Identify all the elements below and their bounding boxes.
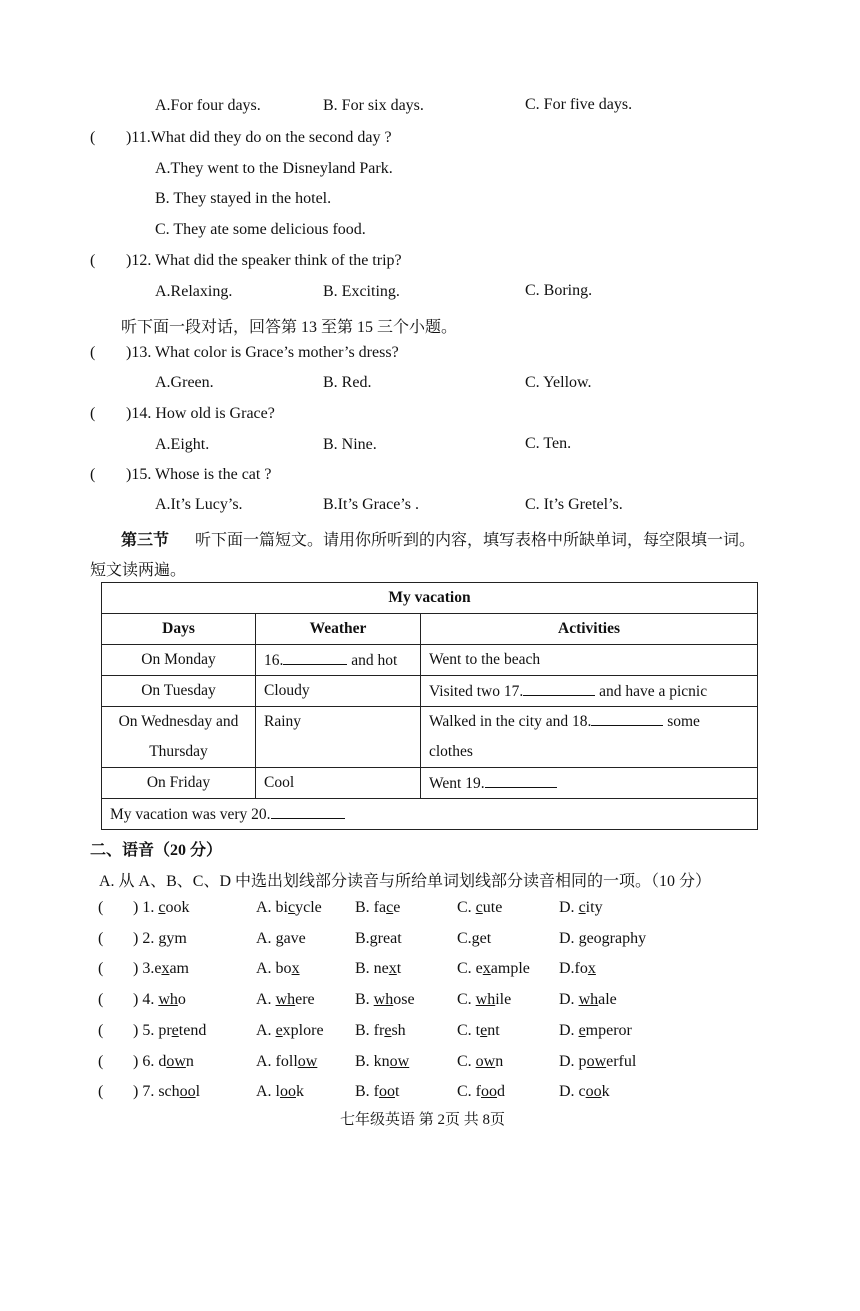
q15-stem: )15. Whose is the cat ? [126,466,272,483]
word-part: d [158,1053,167,1070]
word-part: e [393,899,401,916]
q12-option-b: B. Exciting. [323,283,400,300]
option-d [559,1083,610,1101]
section3-instruction: 听下面一篇短文。请用你所听到的内容，填写表格中所缺单词，每空限填一词。 [195,532,756,549]
q13-option-b: B. Red. [323,374,372,391]
underlined-letters: c [578,899,586,916]
header-weather: Weather [256,614,421,645]
underlined-letters: e [578,1022,586,1039]
option-a [256,1053,317,1071]
option-d [559,1022,632,1040]
q14-option-c: C. Ten. [525,435,572,452]
q15-option-c: C. It’s Gretel’s. [525,496,623,513]
underlined-letters: wh [275,991,296,1008]
underlined-letters: oo [179,1083,196,1100]
word-part: ym [166,930,187,947]
word-part: d [497,1083,505,1100]
activity-cell [421,768,758,799]
day-cell: On Friday [102,768,256,799]
blank-17[interactable] [523,681,595,696]
word-part: C. [457,899,476,916]
underlined-letters: oo [481,1083,497,1100]
word-part: ere [295,991,315,1008]
option-a [256,991,315,1009]
word-part: eography [586,930,647,947]
word-part: n [185,1053,194,1070]
question-number: ) 1. [133,899,159,916]
option-d [559,960,596,978]
option-c [457,899,502,917]
target-word [133,1053,194,1071]
activity-cell: Went to the beach [421,645,758,676]
vacation-table [101,582,758,830]
word-part: D. [559,991,579,1008]
q12-option-a: A.Relaxing. [155,283,233,300]
word-part: A. [256,930,276,947]
word-part: B. [355,991,374,1008]
target-word [133,991,186,1009]
activity-line2: clothes [429,743,473,760]
word-part: D. [559,899,579,916]
table-row [102,768,758,799]
header-activities: Activities [421,614,758,645]
word-part: C. t [457,1022,481,1039]
underlined-letters: e [384,1022,392,1039]
weather-cell [256,645,421,676]
underlined-letters: ow [389,1053,410,1070]
q13-stem: )13. What color is Grace’s mother’s dress? [126,344,399,361]
word-part: A. [256,1022,276,1039]
word-part: D. [559,1022,579,1039]
word-part: sh [391,1022,406,1039]
word-part: ample [490,960,530,977]
underlined-letters: x [161,960,170,977]
word-part: B. kn [355,1053,390,1070]
underlined-letters: c [475,899,483,916]
underlined-letters: g [369,930,378,947]
word-part: D.fo [559,960,588,977]
word-part: am [169,960,189,977]
question-number: ) 5. [133,1022,159,1039]
option-a [256,899,322,917]
word-part: t [395,1083,400,1100]
underlined-letters: c [158,899,166,916]
footer-text: My vacation was very 20. [110,806,271,823]
q14-option-a: A.Eight. [155,436,210,453]
underlined-letters: ow [297,1053,318,1070]
q10-option-b: B. For six days. [323,97,424,114]
table-row [102,707,758,768]
answer-paren[interactable]: ( [98,1083,104,1100]
section3-instruction-cont: 短文读两遍。 [90,562,187,579]
part2-instruction: A. 从 A、B、C、D 中选出划线部分读音与所给单词划线部分读音相同的一项。（10 分） [99,873,712,890]
q14-stem: )14. How old is Grace? [126,405,275,422]
word-part: C. e [457,960,483,977]
q13-paren: ( [90,344,96,361]
target-word [133,899,189,917]
q14-paren: ( [90,405,96,422]
word-part: e [154,960,162,977]
option-c [457,991,511,1009]
word-part: reat [377,930,402,947]
word-part: nt [487,1022,500,1039]
word-part: A. bi [256,899,288,916]
table-row [102,645,758,676]
word-part: ute [482,899,503,916]
header-days: Days [102,614,256,645]
q13-option-a: A.Green. [155,374,214,391]
underlined-letters: c [386,899,394,916]
word-part: ity [585,899,603,916]
target-word [133,1022,206,1040]
option-d [559,991,617,1009]
underlined-letters: oo [280,1083,296,1100]
underlined-letters: wh [373,991,394,1008]
table-row [102,676,758,707]
q12-option-c: C. Boring. [525,282,593,299]
underlined-letters: g [275,930,284,947]
option-d [559,1053,636,1071]
page-footer: 七年级英语 第 2页 共 8页 [340,1112,506,1128]
option-d [559,899,603,917]
word-part: B. [355,930,370,947]
answer-paren[interactable]: ( [98,930,104,947]
blank-19[interactable] [485,773,557,788]
word-part: l [195,1083,201,1100]
activity-cell [421,676,758,707]
weather-cell: Rainy [256,707,421,768]
word-part: tend [178,1022,207,1039]
underlined-letters: c [288,899,296,916]
underlined-letters: e [275,1022,283,1039]
option-c [457,960,530,978]
weather-text-post: and hot [347,652,398,669]
activity-text: Visited two 17. [429,683,524,700]
word-part: B. f [355,1083,379,1100]
word-part: C. [457,930,472,947]
activity-text-post: some [663,713,700,730]
option-c [457,1022,500,1040]
word-part: A. foll [256,1053,298,1070]
q11-option-c: C. They ate some delicious food. [155,221,366,238]
question-number: ) 4. [133,991,159,1008]
underlined-letters: x [388,960,397,977]
q10-option-c: C. For five days. [525,96,633,113]
q13-option-c: C. Yellow. [525,374,592,391]
weather-cell: Cool [256,768,421,799]
q11-stem: )11.What did they do on the second day ? [126,129,392,146]
underlined-letters: oo [379,1083,395,1100]
underlined-letters: oo [585,1083,602,1100]
q11-paren: ( [90,129,96,146]
part2-heading: 二、语音（20 分） [90,842,223,859]
option-d [559,930,646,948]
blank-20[interactable] [271,804,345,819]
answer-paren[interactable]: ( [98,991,104,1008]
word-part: et [479,930,492,947]
target-word [133,1083,200,1101]
blank-16[interactable] [283,650,347,665]
word-part: A. bo [256,960,292,977]
q15-option-b: B.It’s Grace’s . [323,496,419,513]
word-part: D. p [559,1053,587,1070]
activity-text: Walked in the city and 18. [429,713,592,730]
target-word [133,960,189,978]
underlined-letters: g [158,930,167,947]
word-part: ale [598,991,617,1008]
underlined-letters: wh [578,991,599,1008]
option-b [355,960,401,978]
q11-option-b: B. They stayed in the hotel. [155,190,332,207]
answer-paren[interactable]: ( [98,1022,104,1039]
option-b [355,930,402,948]
activity-text-post: and have a picnic [595,683,708,700]
q12-stem: )12. What did the speaker think of the trip? [126,252,402,269]
word-part: erful [606,1053,637,1070]
day-line2: Thursday [149,743,208,760]
word-part: D. [559,930,579,947]
q10-option-a: A.For four days. [155,97,261,114]
word-part: C. [457,991,476,1008]
footer-cell [102,799,758,830]
weather-text: 16. [264,652,284,669]
underlined-letters: x [291,960,300,977]
underlined-letters: g [471,930,480,947]
underlined-letters: x [587,960,596,977]
question-number: ) 6. [133,1053,159,1070]
underlined-letters: ow [586,1053,607,1070]
option-c [457,1053,503,1071]
option-b [355,899,400,917]
word-part: C. f [457,1083,481,1100]
underlined-letters: ow [475,1053,496,1070]
question-number: ) 3. [133,960,155,977]
word-part: mperor [585,1022,632,1039]
q11-option-a: A.They went to the Disneyland Park. [155,160,393,177]
option-a [256,930,306,948]
option-b [355,1083,399,1101]
word-part: xplore [282,1022,324,1039]
word-part: sch [158,1083,180,1100]
table-title: My vacation [102,583,758,614]
word-part: ycle [295,899,322,916]
word-part: k [296,1083,304,1100]
option-c [457,1083,505,1101]
q12-paren: ( [90,252,96,269]
word-part: pr [158,1022,172,1039]
option-b [355,991,415,1009]
weather-cell: Cloudy [256,676,421,707]
option-a [256,1083,304,1101]
underlined-letters: wh [158,991,178,1008]
question-number: ) 7. [133,1083,159,1100]
option-a [256,1022,324,1040]
underlined-letters: x [482,960,491,977]
option-a [256,960,300,978]
table-footer-row [102,799,758,830]
option-b [355,1022,406,1040]
dialog-instruction: 听下面一段对话，回答第 13 至第 15 三个小题。 [121,319,458,336]
word-part: ave [283,930,306,947]
activity-text: Went 19. [429,775,485,792]
answer-paren[interactable]: ( [98,899,104,916]
word-part: n [495,1053,504,1070]
day-cell: On Tuesday [102,676,256,707]
word-part: A. [256,991,276,1008]
underlined-letters: e [171,1022,179,1039]
day-line1: On Wednesday and [118,713,239,730]
activity-cell [421,707,758,768]
question-number: ) 2. [133,930,159,947]
target-word [133,930,187,948]
word-part: B. fr [355,1022,385,1039]
section3-label: 第三节 [121,532,170,549]
word-part: A. l [256,1083,280,1100]
word-part: B. ne [355,960,389,977]
q15-paren: ( [90,466,96,483]
underlined-letters: e [480,1022,488,1039]
underlined-letters: g [578,930,587,947]
word-part: C. [457,1053,476,1070]
answer-paren[interactable]: ( [98,1053,104,1070]
word-part: ile [495,991,512,1008]
option-b [355,1053,409,1071]
day-cell: On Monday [102,645,256,676]
day-cell [102,707,256,768]
word-part: o [177,991,186,1008]
answer-paren[interactable]: ( [98,960,104,977]
blank-18[interactable] [591,711,663,726]
word-part: ose [393,991,415,1008]
q15-option-a: A.It’s Lucy’s. [155,496,243,513]
word-part: k [601,1083,610,1100]
word-part: B. fa [355,899,387,916]
underlined-letters: ow [166,1053,186,1070]
q14-option-b: B. Nine. [323,436,377,453]
word-part: D. c [559,1083,586,1100]
underlined-letters: wh [475,991,496,1008]
word-part: t [396,960,402,977]
word-part: ook [165,899,190,916]
option-c [457,930,491,948]
